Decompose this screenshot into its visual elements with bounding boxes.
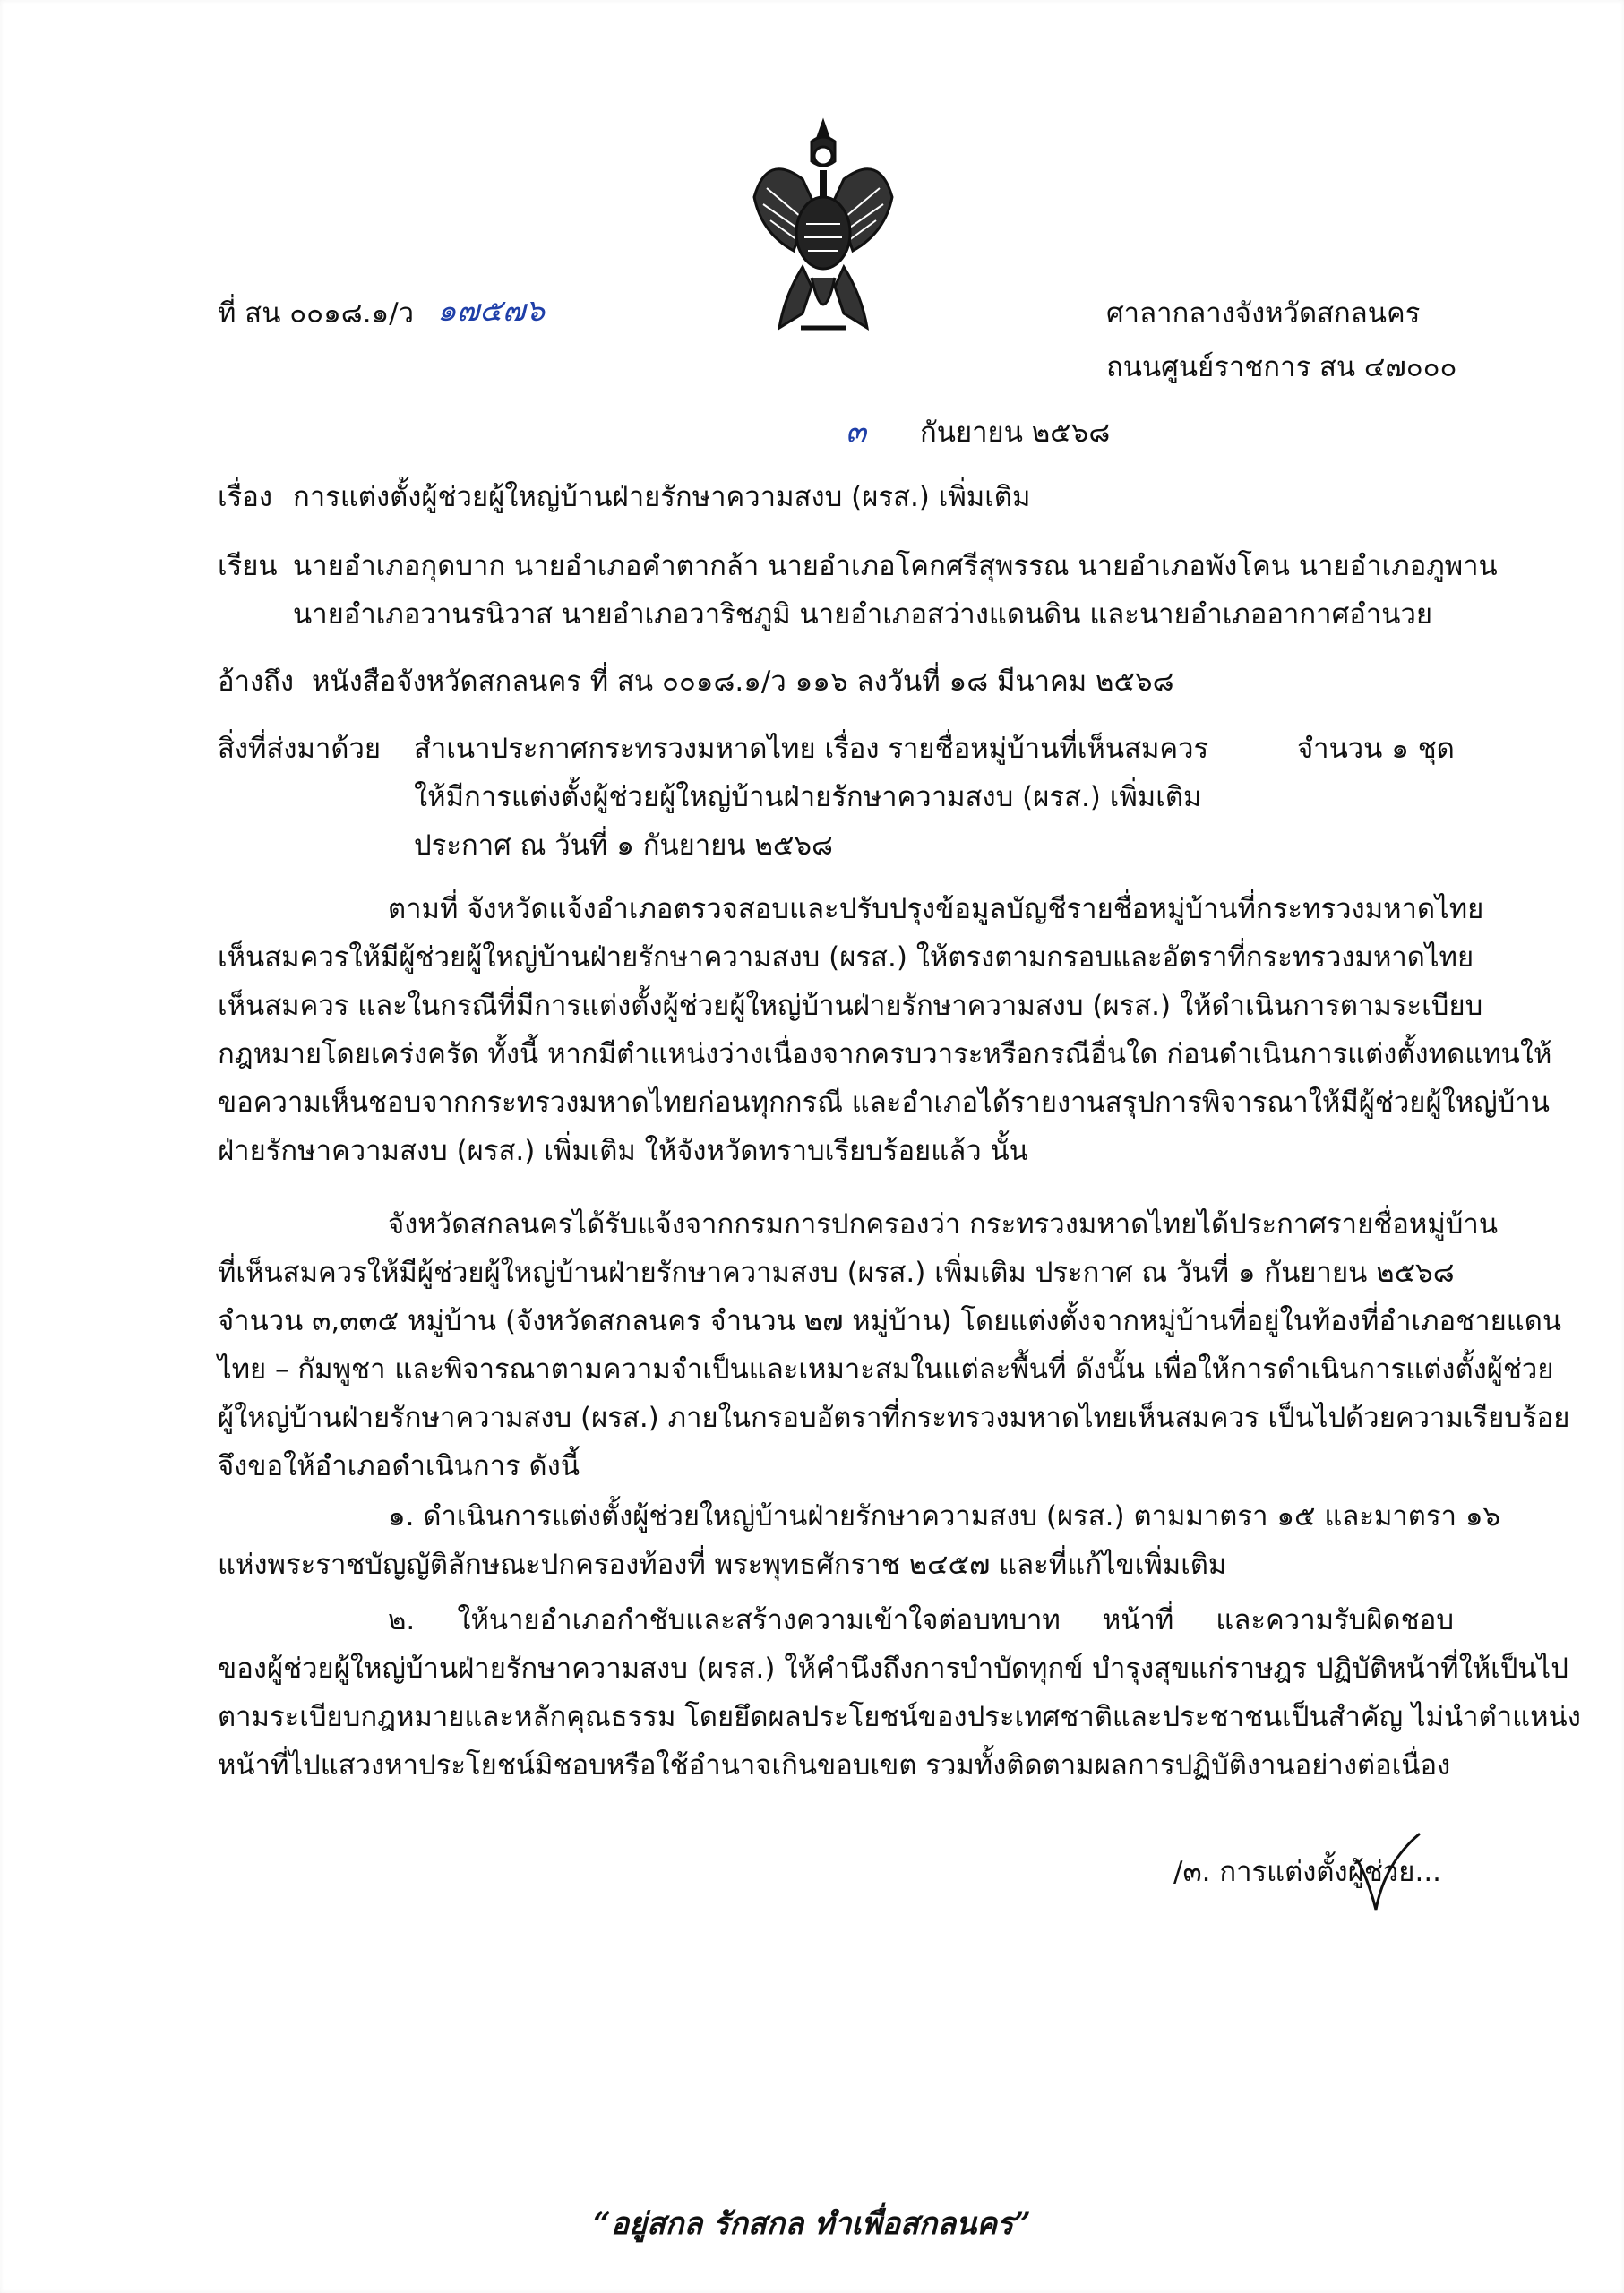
paragraph-line: จังหวัดสกลนครได้รับแจ้งจากกรมการปกครองว่า กระทรวงมหาดไทยได้ประกาศรายชื่อหมู่บ้าน xyxy=(388,1208,1499,1241)
body-item-2 xyxy=(218,1596,1581,1790)
paragraph-line: ตามระเบียบกฎหมายและหลักคุณธรรม โดยยึดผลประโยชน์ของประเทศชาติและประชาชนเป็นสำคัญ ไม่นำตำแหน่ง xyxy=(218,1701,1581,1733)
paragraph-line: ไทย – กัมพูชา และพิจารณาตามความจำเป็นและเหมาะสมในแต่ละพื้นที่ ดังนั้น เพื่อให้การดำเนินการแต่งตั้งผู้ช่วย xyxy=(218,1353,1554,1386)
paragraph-line: หน้าที่ไปแสวงหาประโยชน์มิชอบหรือใช้อำนาจเกินขอบเขต รวมทั้งติดตามผลการปฏิบัติงานอย่างต่อเนื่อง xyxy=(218,1749,1451,1782)
paragraph-line: ๑. ดำเนินการแต่งตั้งผู้ช่วยใหญ่บ้านฝ่ายรักษาความสงบ (ผรส.) ตามมาตรา ๑๕ และมาตรา ๑๖ xyxy=(388,1500,1501,1533)
recipient-label: เรียน xyxy=(218,550,278,582)
reference-number-handwritten: ๑๗๕๗๖ xyxy=(437,293,546,329)
footer-motto: “อยู่สกล รักสกล ทำเพื่อสกลนคร” xyxy=(593,2206,1031,2242)
enclosure-quantity: จำนวน ๑ ชุด xyxy=(1297,733,1455,765)
paragraph-line: เห็นสมควร และในกรณีที่มีการแต่งตั้งผู้ช่วยผู้ใหญ่บ้านฝ่ายรักษาความสงบ (ผรส.) ให้ดำเนินการตามระเบียบ xyxy=(218,990,1483,1022)
body-item-1 xyxy=(218,1492,1501,1589)
paragraph-line: ๒. ให้นายอำเภอกำชับและสร้างความเข้าใจต่อบทบาท หน้าที่ และความรับผิดชอบ xyxy=(388,1604,1454,1636)
recipient-line-2: นายอำเภอวานรนิวาส นายอำเภอวาริชภูมิ นายอำเภอสว่างแดนดิน และนายอำเภออากาศอำนวย xyxy=(293,598,1433,631)
date-day-handwritten: ๓ xyxy=(846,414,867,450)
garuda-emblem-icon xyxy=(749,116,898,337)
enclosure-label: สิ่งที่ส่งมาด้วย xyxy=(218,733,382,765)
paragraph-line: จึงขอให้อำเภอดำเนินการ ดังนี้ xyxy=(218,1450,580,1482)
body-paragraph-1 xyxy=(218,885,1552,1175)
paragraph-line: ของผู้ช่วยผู้ใหญ่บ้านฝ่ายรักษาความสงบ (ผรส.) ให้คำนึงถึงการบำบัดทุกข์ บำรุงสุขแก่ราษฎร ปฏิบัติหน้าที่ให้เป็นไป xyxy=(218,1653,1568,1685)
date-month-year: กันยายน ๒๕๖๘ xyxy=(920,417,1111,449)
paragraph-line: เห็นสมควรให้มีผู้ช่วยผู้ใหญ่บ้านฝ่ายรักษาความสงบ (ผรส.) ให้ตรงตามกรอบและอัตราที่กระทรวงมหาดไทย xyxy=(218,941,1474,974)
office-address: ถนนศูนย์ราชการ สน ๔๗๐๐๐ xyxy=(1106,351,1457,383)
recipient-line-1: นายอำเภอกุดบาก นายอำเภอคำตากล้า นายอำเภอโคกศรีสุพรรณ นายอำเภอพังโคน นายอำเภอภูพาน xyxy=(293,550,1498,582)
enclosure-line-1: สำเนาประกาศกระทรวงมหาดไทย เรื่อง รายชื่อหมู่บ้านที่เห็นสมควร xyxy=(414,733,1209,765)
subject-label: เรื่อง xyxy=(218,481,273,513)
continuation-note: /๓. การแต่งตั้งผู้ช่วย... xyxy=(1173,1856,1442,1888)
reference-label: อ้างถึง xyxy=(218,666,295,698)
enclosure-line-3: ประกาศ ณ วันที่ ๑ กันยายน ๒๕๖๘ xyxy=(414,829,833,862)
reference-number-prefix: ที่ สน ๐๐๑๘.๑/ว xyxy=(218,297,415,330)
handwritten-initial-mark xyxy=(1353,1827,1424,1917)
enclosure-line-2: ให้มีการแต่งตั้งผู้ช่วยผู้ใหญ่บ้านฝ่ายรักษาความสงบ (ผรส.) เพิ่มเติม xyxy=(414,781,1202,813)
reference-text: หนังสือจังหวัดสกลนคร ที่ สน ๐๐๑๘.๑/ว ๑๑๖ ลงวันที่ ๑๘ มีนาคม ๒๕๖๘ xyxy=(312,666,1174,698)
paragraph-line: จำนวน ๓,๓๓๕ หมู่บ้าน (จังหวัดสกลนคร จำนวน ๒๗ หมู่บ้าน) โดยแต่งตั้งจากหมู่บ้านที่อยู่ในท้องที่อำเภอชายแดน xyxy=(218,1305,1562,1337)
paragraph-line: ฝ่ายรักษาความสงบ (ผรส.) เพิ่มเติม ให้จังหวัดทราบเรียบร้อยแล้ว นั้น xyxy=(218,1135,1028,1167)
paragraph-line: ขอความเห็นชอบจากกระทรวงมหาดไทยก่อนทุกกรณี และอำเภอได้รายงานสรุปการพิจารณาให้มีผู้ช่วยผู้ใหญ่บ้าน xyxy=(218,1086,1550,1119)
paragraph-line: แห่งพระราชบัญญัติลักษณะปกครองท้องที่ พระพุทธศักราช ๒๔๕๗ และที่แก้ไขเพิ่มเติม xyxy=(218,1549,1227,1581)
paragraph-line: กฎหมายโดยเคร่งครัด ทั้งนี้ หากมีตำแหน่งว่างเนื่องจากครบวาระหรือกรณีอื่นใด ก่อนดำเนินการแต่งตั้งทดแทนให้ xyxy=(218,1038,1552,1070)
paragraph-line: ตามที่ จังหวัดแจ้งอำเภอตรวจสอบและปรับปรุงข้อมูลบัญชีรายชื่อหมู่บ้านที่กระทรวงมหาดไทย xyxy=(388,893,1484,925)
office-name: ศาลากลางจังหวัดสกลนคร xyxy=(1106,297,1421,330)
subject-text: การแต่งตั้งผู้ช่วยผู้ใหญ่บ้านฝ่ายรักษาความสงบ (ผรส.) เพิ่มเติม xyxy=(293,481,1031,513)
paragraph-line: ที่เห็นสมควรให้มีผู้ช่วยผู้ใหญ่บ้านฝ่ายรักษาความสงบ (ผรส.) เพิ่มเติม ประกาศ ณ วันที่ ๑ กันยายน ๒๕๖๘ xyxy=(218,1257,1455,1289)
body-paragraph-2 xyxy=(218,1200,1570,1490)
paragraph-line: ผู้ใหญ่บ้านฝ่ายรักษาความสงบ (ผรส.) ภายในกรอบอัตราที่กระทรวงมหาดไทยเห็นสมควร เป็นไปด้วยความเรียบร้อย xyxy=(218,1402,1570,1434)
